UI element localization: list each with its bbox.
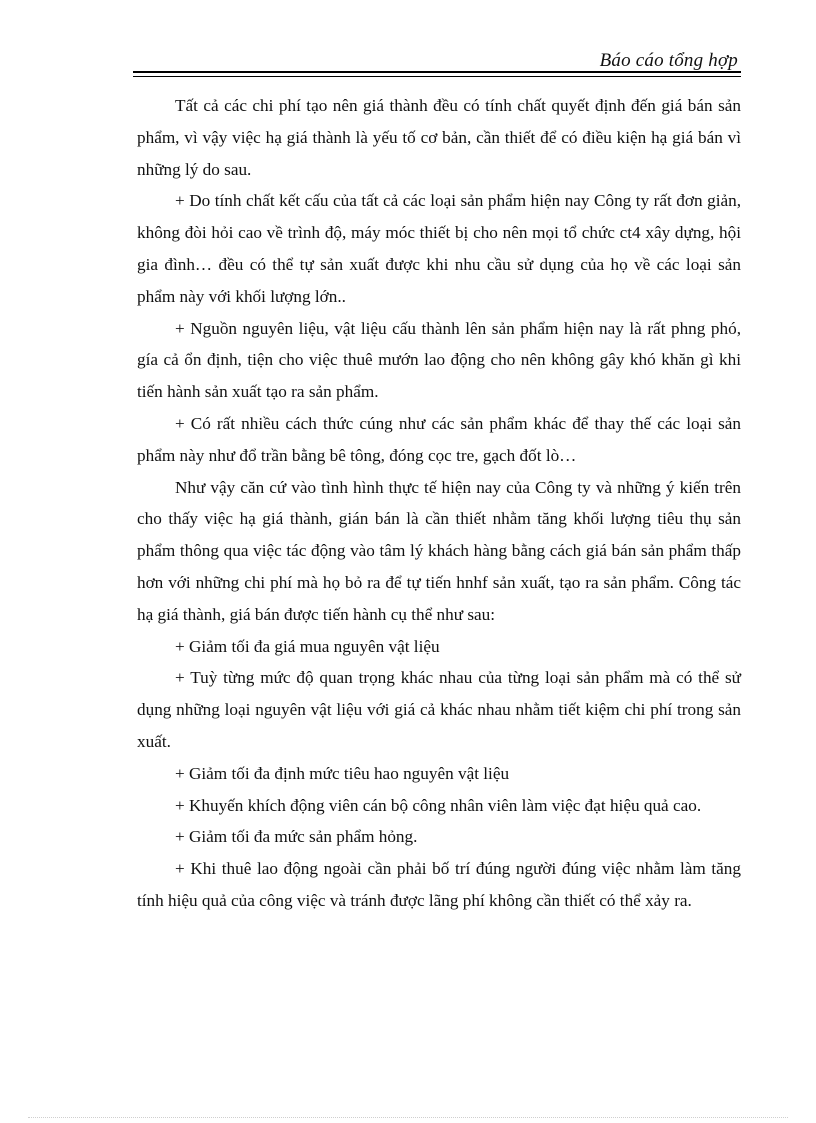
header-title: Báo cáo tổng hợp [599, 50, 738, 71]
paragraph-reason-structure: + Do tính chất kết cấu của tất cả các loại sản phẩm hiện nay Công ty rất đơn giản, không đòi hỏi cao về trình độ, máy móc thiết bị cho nên mọi tổ chức ct4 xây dựng, hội gia đình… đều có thể tự sản xuất được khi nhu cầu sử dụng của họ về các loại sản phẩm này với khối lượng lớn.. [137, 191, 741, 306]
paragraph-intro: Tất cả các chi phí tạo nên giá thành đều có tính chất quyết định đến giá bán sản phẩm, vì vậy việc hạ giá thành là yếu tố cơ bản, cần thiết để có điều kiện hạ giá bán vì những lý do sau. [137, 96, 741, 179]
paragraph-conclusion: Như vậy căn cứ vào tình hình thực tế hiện nay của Công ty và những ý kiến trên cho thấy việc hạ giá thành, gián bán là cần thiết nhằm tăng khối lượng tiêu thụ sản phẩm thông qua việc tác động vào tâm lý khách hàng bằng cách giá bán sản phẩm thấp hơn với những chi phí mà họ bỏ ra để tự tiến hnhf sản xuất, tạo ra sản phẩm. Công tác hạ giá thành, giá bán được tiến hành cụ thể như sau: [137, 477, 741, 624]
page-bottom-divider [28, 1117, 788, 1118]
paragraph-measure-defects: + Giảm tối đa mức sản phẩm hỏng. [175, 827, 418, 847]
paragraph-measure-materials: + Tuỳ từng mức độ quan trọng khác nhau của từng loại sản phẩm mà có thể sử dụng những loại nguyên vật liệu với giá cả khác nhau nhằm tiết kiệm chi phí trong sản xuất. [137, 668, 741, 751]
paragraph-measure-staff: + Khuyến khích động viên cán bộ công nhân viên làm việc đạt hiệu quả cao. [175, 795, 702, 815]
body-text [137, 90, 741, 917]
paragraph-reason-substitutes: + Có rất nhiều cách thức cúng như các sản phẩm khác để thay thế các loại sản phẩm này như đổ trần bằng bê tông, đóng cọc tre, gạch đốt lò… [137, 413, 741, 465]
header-rule-thin [133, 76, 741, 77]
paragraph-measure-purchase: + Giảm tối đa giá mua nguyên vật liệu [175, 636, 440, 656]
paragraph-measure-labor: + Khi thuê lao động ngoài cần phải bố trí đúng người đúng việc nhằm làm tăng tính hiệu quả của công việc và tránh được lãng phí không cần thiết có thể xảy ra. [137, 859, 741, 910]
paragraph-measure-consumption: + Giảm tối đa định mức tiêu hao nguyên vật liệu [175, 763, 510, 783]
paragraph-reason-materials: + Nguồn nguyên liệu, vật liệu cấu thành lên sản phẩm hiện nay là rất phng phó, gía cả ổn định, tiện cho việc thuê mướn lao động cho nên không gây khó khăn gì khi tiến hành sản xuất tạo ra sản phẩm. [137, 318, 741, 402]
header-rule-thick [133, 71, 741, 73]
